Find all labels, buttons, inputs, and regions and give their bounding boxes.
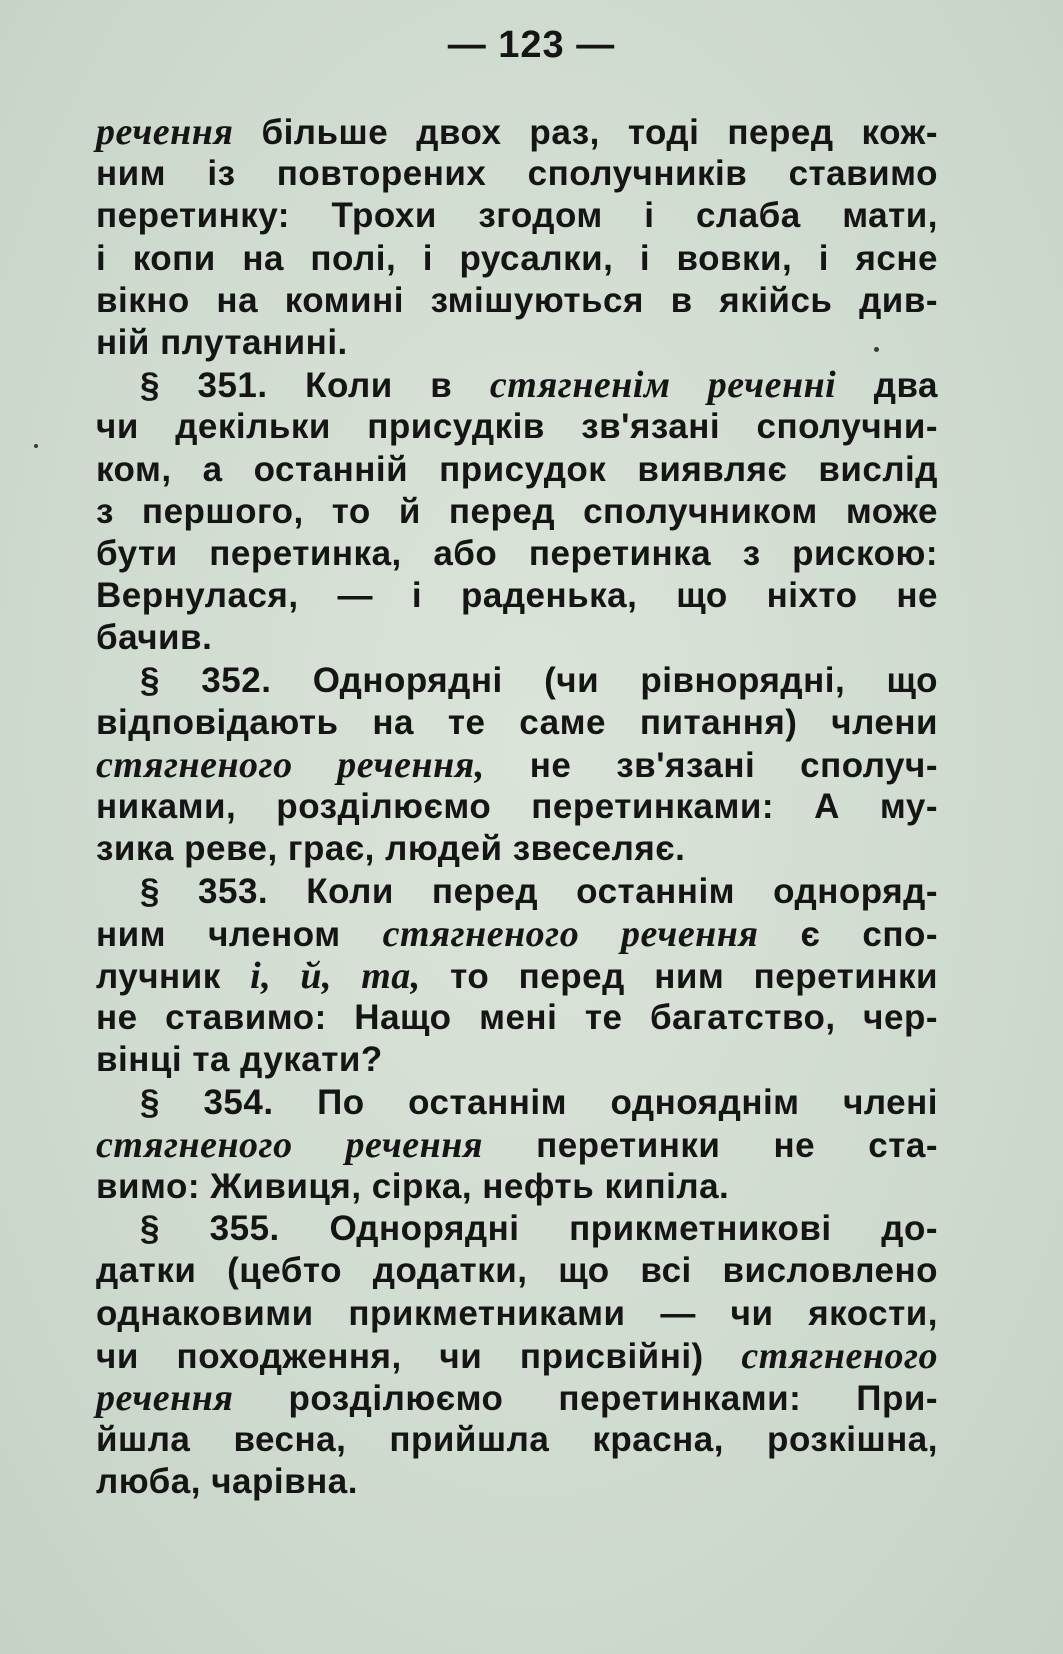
text-line: [140, 1081, 938, 1125]
text-run: більше двох раз, тоді перед кож-: [233, 113, 938, 152]
text-run: два: [836, 366, 938, 406]
text-run: люба, чарівна.: [96, 1462, 358, 1502]
text-run: датки (цебто додатки, що всі висловлено: [96, 1251, 938, 1291]
text-run: чи походження, чи присвійні): [96, 1336, 742, 1376]
text-line: [140, 1207, 938, 1251]
text-run: однаковими прикметниками — чи якости,: [96, 1293, 938, 1333]
text-line: [96, 405, 938, 449]
italic-term: стягненого речення,: [96, 744, 485, 786]
text-run: відповідають на те саме питання) члени: [96, 702, 938, 742]
text-line: [96, 1038, 938, 1082]
text-line: [96, 1165, 938, 1209]
italic-term: речення: [96, 1377, 234, 1419]
text-line: [96, 1418, 938, 1462]
text-line: [96, 1123, 938, 1167]
text-line: [96, 194, 938, 238]
text-run: ним із повторених сполучників ставимо: [96, 154, 938, 194]
text-run: § 355. Однорядні прикметникові до-: [140, 1209, 938, 1249]
text-line: [96, 1460, 938, 1504]
text-line: [96, 152, 938, 196]
text-line: [96, 1334, 938, 1378]
text-line: [96, 532, 938, 576]
text-run: не ставимо: Нащо мені те багатство, чер-: [96, 998, 938, 1038]
text-run: ній плутанині.: [96, 323, 348, 362]
text-line: [140, 659, 938, 703]
text-line: [96, 912, 938, 956]
text-line: [96, 954, 938, 998]
page-number: — 123 —: [447, 24, 616, 66]
text-line: [96, 1249, 938, 1293]
text-run: § 353. Коли перед останнім одноряд-: [140, 871, 938, 911]
text-run: перетинки не ста-: [482, 1125, 938, 1165]
text-run: Вернулася, — і раденька, що ніхто не: [96, 576, 938, 616]
text-run: § 354. По останнім однояднім члені: [140, 1082, 938, 1122]
text-line: [96, 1292, 938, 1336]
text-run: то перед ним перетинки: [420, 957, 938, 996]
text-line: [96, 448, 938, 492]
text-line: [96, 321, 938, 365]
text-run: зика реве, грає, людей звеселяє.: [96, 829, 686, 869]
text-line: [96, 743, 938, 787]
italic-term: стягненого речення: [96, 1123, 483, 1166]
text-line: [96, 827, 938, 871]
text-run: перетинку: Трохи згодом і слаба мати,: [96, 196, 938, 236]
text-run: никами, розділюємо перетинками: А му-: [96, 787, 938, 827]
text-line: [96, 616, 938, 660]
text-run: лучник: [96, 957, 251, 996]
text-line: [96, 237, 938, 281]
text-run: ним членом: [96, 914, 383, 954]
italic-term: стягненого: [741, 1334, 938, 1377]
text-line: [140, 870, 938, 914]
text-run: бачив.: [96, 618, 213, 658]
paper-speck: [34, 444, 38, 448]
text-run: є спо-: [758, 914, 938, 954]
text-run: йшла весна, прийшла красна, розкішна,: [96, 1420, 938, 1460]
text-line: [96, 490, 938, 534]
italic-term: стягненого речення: [382, 912, 759, 955]
text-run: не зв'язані сполуч-: [484, 746, 938, 785]
text-line: [140, 363, 938, 407]
italic-term: стягненім реченні: [489, 364, 837, 407]
text-run: з першого, то й перед сполучником може: [96, 491, 938, 531]
text-run: чи декільки присудків зв'язані сполучни-: [96, 407, 938, 447]
text-line: [96, 1376, 938, 1420]
paper-speck: [874, 347, 879, 352]
text-run: вимо: Живиця, сірка, нефть кипіла.: [96, 1167, 730, 1206]
text-run: розділюємо перетинками: При-: [233, 1379, 938, 1418]
text-run: бути перетинка, або перетинка з рискою:: [96, 534, 938, 573]
text-run: § 351. Коли в: [140, 366, 490, 406]
text-line: [96, 574, 938, 618]
text-run: вікно на комині змішуються в якійсь див-: [96, 280, 938, 320]
italic-term: і, й, та,: [250, 955, 421, 997]
text-line: [96, 996, 938, 1040]
text-line: [96, 110, 938, 154]
text-run: і копи на полі, і русалки, і вовки, і ясне: [96, 238, 938, 278]
text-run: ком, а останній присудок виявляє вислід: [96, 449, 938, 489]
text-line: [96, 279, 938, 323]
text-run: вінці та дукати?: [96, 1040, 383, 1080]
text-line: [96, 785, 938, 829]
text-run: § 352. Однорядні (чи рівнорядні, що: [140, 660, 938, 700]
text-line: [96, 701, 938, 745]
italic-term: речення: [96, 111, 234, 153]
